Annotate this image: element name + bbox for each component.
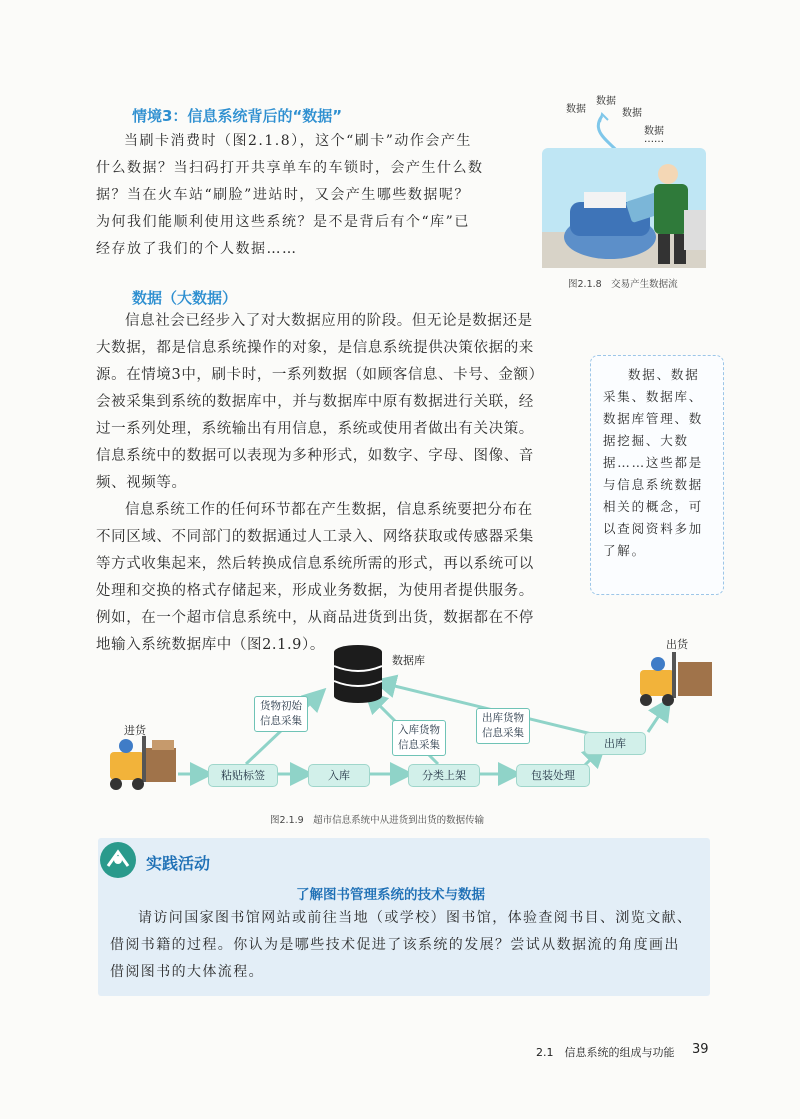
side-note-line: 据挖掘、大数	[603, 433, 689, 448]
body-line: 过一系列处理，系统输出有用信息，系统或使用者做出有关决策。	[96, 421, 534, 437]
flow-node-packing: 包装处理	[516, 764, 590, 787]
outgoing-forklift-icon	[640, 652, 712, 706]
body-line: 源。在情境3中，刷卡时，一系列数据（如顾客信息、卡号、金额）	[96, 367, 544, 383]
body-line: 信息系统中的数据可以表现为多种形式，如数字、字母、图像、音	[96, 448, 534, 464]
supermarket-data-flow-diagram	[96, 636, 716, 806]
scenario-line: 为何我们能顺利使用这些系统？是不是背后有个“库”已	[96, 214, 470, 230]
body-line: 处理和交换的格式存储起来，形成业务数据，为使用者提供服务。	[96, 583, 534, 599]
database-icon	[334, 645, 382, 703]
side-note	[590, 355, 724, 595]
scenario-line: 当刷卡消费时（图2.1.8），这个“刷卡”动作会产生	[124, 133, 472, 149]
body-paragraph-1	[96, 308, 576, 497]
figure-caption: 图2.1.9 超市信息系统中从进货到出货的数据传输	[270, 815, 485, 826]
practice-line: 借阅图书的大体流程。	[110, 964, 264, 980]
side-note-line: 以查阅资料多加	[603, 521, 704, 536]
scenario-line: 什么数据？当扫码打开共享单车的车锁时，会产生什么数	[96, 160, 484, 176]
body-line: 大数据，都是信息系统操作的对象，是信息系统提供决策依据的来	[96, 340, 534, 356]
card-payment-illustration	[540, 92, 710, 272]
tag-storage-collection: 入库货物 信息采集	[392, 720, 446, 756]
data-word: 数据	[622, 108, 642, 119]
tag-initial-collection: 货物初始 信息采集	[254, 696, 308, 732]
side-note-line: 了解。	[603, 543, 646, 558]
practice-icon	[96, 840, 142, 880]
side-note-line: 相关的概念，可	[603, 499, 704, 514]
side-note-line: 据……这些都是	[603, 455, 704, 470]
side-note-line: 采集、数据库、	[603, 389, 704, 404]
body-line: 等方式收集起来，然后转换成信息系统所需的形式，再以系统可以	[96, 556, 534, 572]
section-heading: 数据（大数据）	[132, 289, 238, 307]
body-line: 信息系统工作的任何环节都在产生数据，信息系统要把分布在	[125, 502, 533, 518]
body-line: 不同区域、不同部门的数据通过人工录入、网络获取或传感器采集	[96, 529, 534, 545]
body-line: 信息社会已经步入了对大数据应用的阶段。但无论是数据还是	[125, 313, 533, 329]
figure-caption: 图2.1.8 交易产生数据流	[568, 279, 678, 290]
incoming-label: 进货	[124, 724, 146, 737]
body-line: 地输入系统数据库中（图2.1.9）。	[96, 637, 325, 653]
outgoing-label: 出货	[666, 638, 688, 651]
footer-section: 2.1 信息系统的组成与功能	[536, 1046, 675, 1059]
scenario-line: 据？当在火车站“刷脸”进站时，又会产生哪些数据呢？	[96, 187, 470, 203]
side-note-line: 数据库管理、数	[603, 411, 704, 426]
body-line: 例如，在一个超市信息系统中，从商品进货到出货，数据都在不停	[96, 610, 534, 626]
side-note-line: 数据、数据	[628, 367, 700, 382]
flow-node-shelving: 分类上架	[408, 764, 480, 787]
practice-line: 借阅书籍的过程。你认为是哪些技术促进了该系统的发展？尝试从数据流的角度画出	[110, 937, 680, 953]
flow-node-label: 粘贴标签	[208, 764, 278, 787]
incoming-forklift-icon	[110, 736, 176, 790]
practice-line: 请访问国家图书馆网站或前往当地（或学校）图书馆，体验查阅书目、浏览文献、	[138, 910, 693, 926]
data-word: 数据	[566, 104, 586, 115]
practice-title: 实践活动	[146, 854, 211, 873]
body-line: 会被采集到系统的数据库中，并与数据库中原有数据进行关联，经	[96, 394, 534, 410]
data-word: ……	[644, 134, 664, 145]
figure-card-payment	[540, 92, 710, 290]
body-paragraph-2	[96, 497, 576, 659]
flow-node-outbound: 出库	[584, 732, 646, 755]
body-line: 频、视频等。	[96, 475, 187, 491]
database-label: 数据库	[392, 654, 425, 667]
flow-node-storage: 入库	[308, 764, 370, 787]
practice-text	[110, 905, 710, 986]
scenario-heading: 情境3：信息系统背后的“数据”	[132, 107, 343, 125]
data-word: 数据	[596, 96, 616, 107]
scenario-text	[96, 128, 536, 263]
page-number: 39	[692, 1042, 709, 1057]
data-word: 数据	[644, 126, 664, 137]
practice-subtitle: 了解图书管理系统的技术与数据	[296, 887, 485, 903]
side-note-line: 与信息系统数据	[603, 477, 704, 492]
tag-outbound-collection: 出库货物 信息采集	[476, 708, 530, 744]
scenario-line: 经存放了我们的个人数据……	[96, 241, 298, 257]
